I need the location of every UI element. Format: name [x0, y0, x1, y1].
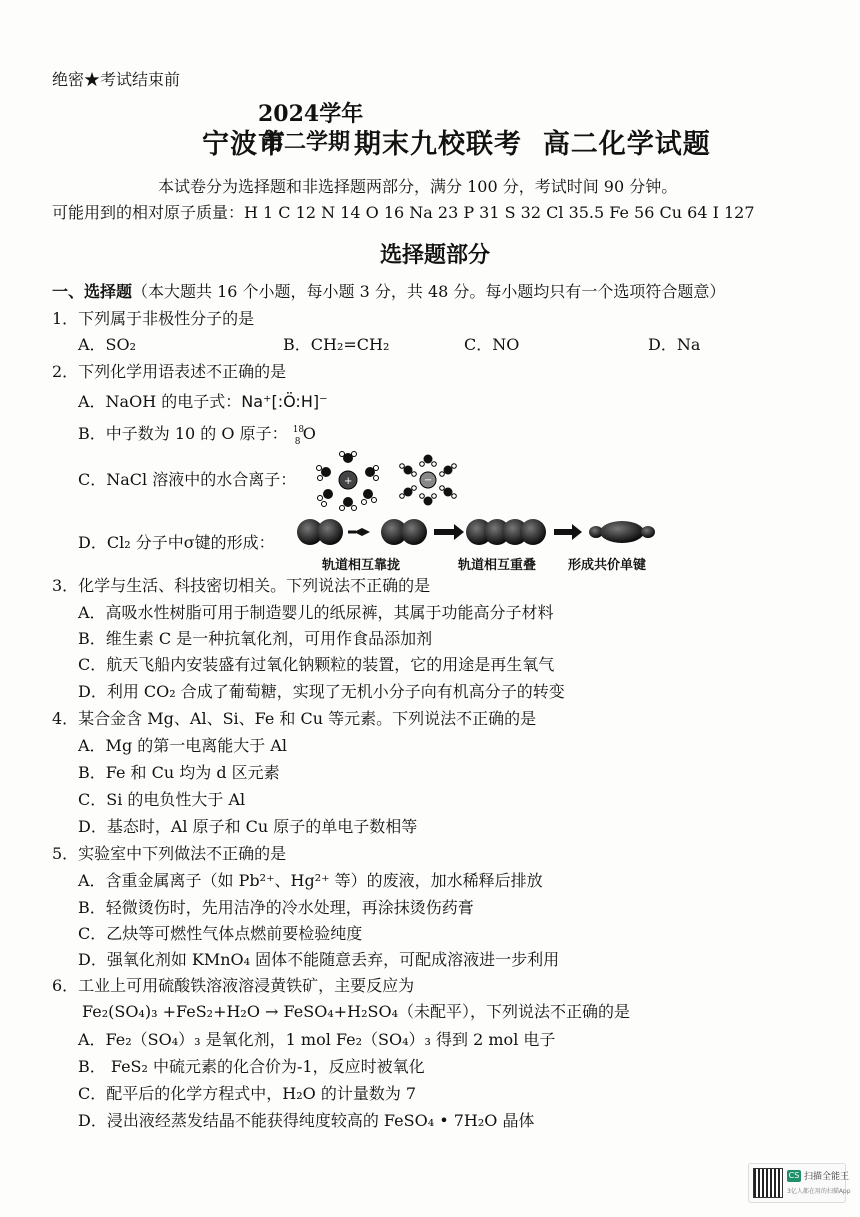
scanner-name: 扫描全能王: [804, 1172, 850, 1182]
q3-option-a: A．高吸水性树脂可用于制造婴儿的纸尿裤，其属于功能高分子材料: [78, 603, 554, 622]
section-heading-bold: 一、选择题: [52, 282, 133, 301]
scanner-tagline: 3亿人都在用的扫描App: [787, 1188, 851, 1195]
isotope-symbol: O: [302, 424, 316, 443]
q5-option-b: B．轻微烫伤时，先用洁净的冷水处理，再涂抹烫伤药膏: [78, 898, 474, 917]
q4-option-a: A．Mg 的第一电离能大于 Al: [78, 736, 288, 755]
title-exam-subject: [354, 122, 711, 161]
isotope-atomic-number: 8: [294, 437, 301, 447]
q3-option-d: D．利用 CO₂ 合成了葡萄糖，实现了无机小分子向有机高分子的转变: [78, 682, 565, 701]
section-title: 选择题部分: [380, 242, 491, 268]
caption-approach: 轨道相互靠拢: [322, 558, 401, 573]
q4-option-d: D．基态时，Al 原子和 Cu 原子的单电子数相等: [78, 817, 418, 836]
title-term-stack: [258, 100, 364, 156]
scanner-watermark: [748, 1163, 851, 1203]
q5-stem: 5．实验室中下列做法不正确的是: [52, 844, 287, 863]
orbitals-overlapping: [466, 519, 546, 545]
q2-option-a: [78, 392, 328, 412]
svg-text:−: −: [424, 475, 433, 486]
confidential-mark: 绝密★考试结束前: [52, 70, 181, 89]
section-heading-rest: （本大题共 16 个小题，每小题 3 分，共 48 分。每小题均只有一个选项符合题意）: [132, 282, 726, 301]
exam-title: [202, 100, 762, 170]
q3-option-b: B．维生素 C 是一种抗氧化剂，可用作食品添加剂: [78, 629, 433, 648]
q5-option-a: A．含重金属离子（如 Pb²⁺、Hg²⁺ 等）的废液，加水稀释后排放: [78, 871, 543, 890]
q6-option-d: D．浸出液经蒸发结晶不能获得纯度较高的 FeSO₄ • 7H₂O 晶体: [78, 1111, 535, 1130]
caption-overlap: 轨道相互重叠: [458, 558, 537, 573]
sigma-bond-figure: [296, 514, 666, 550]
q1-option-a: A．SO₂: [78, 335, 137, 354]
q6-option-c: C．配平后的化学方程式中，H₂O 的计量数为 7: [78, 1084, 417, 1103]
q2-option-c-label: C．NaCl 溶液中的水合离子：: [78, 470, 297, 489]
section-heading: [52, 282, 725, 302]
q2-option-b-label: B．中子数为 10 的 O 原子：: [78, 424, 288, 443]
arrow-to-overlap: [434, 524, 464, 540]
arrow-to-bond: [554, 524, 582, 540]
q1-option-c: C．NO: [464, 335, 520, 354]
exam-intro: 本试卷分为选择题和非选择题两部分，满分 100 分，考试时间 90 分钟。: [158, 177, 678, 196]
single-covalent-bond: [589, 521, 655, 543]
title-city: 宁波市: [202, 129, 286, 160]
q2-stem: 2．下列化学用语表述不正确的是: [52, 362, 287, 381]
q2-option-d-label: D．Cl₂ 分子中σ键的形成：: [78, 533, 275, 552]
q1-option-d: D．Na: [648, 335, 701, 354]
q5-option-d: D．强氧化剂如 KMnO₄ 固体不能随意丢弃，可配成溶液进一步利用: [78, 950, 560, 969]
q3-stem: 3．化学与生活、科技密切相关。下列说法不正确的是: [52, 576, 431, 595]
q6-option-a: A．Fe₂（SO₄）₃ 是氧化剂，1 mol Fe₂（SO₄）₃ 得到 2 mol 电子: [78, 1030, 556, 1049]
hydrated-ions-figure: [310, 448, 470, 512]
q2-option-b: [78, 424, 317, 447]
q6-equation: Fe₂(SO₄)₃ +FeS₂+H₂O → FeSO₄+H₂SO₄（未配平），下列说法不正确的是: [82, 1002, 630, 1021]
q1-stem: 1．下列属于非极性分子的是: [52, 309, 255, 328]
q4-stem: 4．某合金含 Mg、Al、Si、Fe 和 Cu 等元素。下列说法不正确的是: [52, 709, 537, 728]
naoh-electron-formula: Na⁺[:Ö:H]⁻: [241, 392, 328, 411]
q3-option-c: C．航天飞船内安装盛有过氧化钠颗粒的装置，它的用途是再生氧气: [78, 655, 555, 674]
atomic-masses: 可能用到的相对原子质量：H 1 C 12 N 14 O 16 Na 23 P 31 S 32 Cl 35.5 Fe 56 Cu 64 I 127: [52, 203, 755, 222]
title-subject: 高二化学试题: [542, 129, 711, 160]
svg-text:+: +: [344, 476, 353, 487]
caption-single-bond: 形成共价单键: [568, 558, 647, 573]
q4-option-c: C．Si 的电负性大于 Al: [78, 790, 246, 809]
q5-option-c: C．乙炔等可燃性气体点燃前要检验纯度: [78, 924, 363, 943]
q1-option-b: B．CH₂=CH₂: [283, 335, 390, 354]
isotope-mass-number: 18: [292, 425, 305, 435]
q4-option-b: B．Fe 和 Cu 均为 d 区元素: [78, 763, 280, 782]
qr-code-icon: [753, 1168, 783, 1198]
title-year: 2024学年: [258, 101, 364, 127]
title-exam: 期末九校联考: [354, 129, 522, 160]
hydrated-cl-ion: [400, 455, 457, 506]
q6-stem: 6．工业上可用硫酸铁溶液溶浸黄铁矿，主要反应为: [52, 976, 415, 995]
title-term: 第二学期: [261, 129, 350, 155]
oxygen-isotope: [292, 424, 317, 447]
camscanner-logo-icon: CS: [788, 1171, 800, 1180]
q6-option-b: B． FeS₂ 中硫元素的化合价为-1，反应时被氧化: [78, 1057, 425, 1076]
orbitals-approaching: [297, 519, 427, 545]
q2-option-a-label: A．NaOH 的电子式：: [78, 392, 242, 411]
hydrated-na-ion: [317, 452, 379, 511]
